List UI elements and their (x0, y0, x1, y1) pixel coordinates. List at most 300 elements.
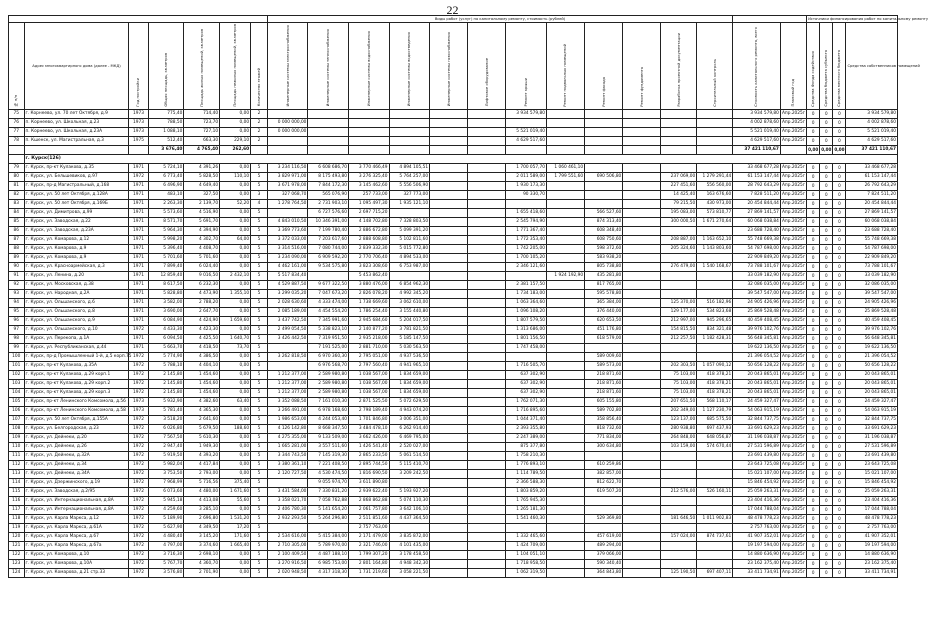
cell-fnd (623, 218, 661, 227)
cell-live: 327,50 (184, 191, 220, 200)
cell-f3: 0 (833, 128, 846, 137)
cell-plan: Апр.2025г (780, 569, 806, 578)
cell-year: 1972 (129, 542, 148, 551)
cell-own: 50 656 128,22 (846, 362, 898, 371)
cell (389, 146, 430, 155)
table-row (9, 452, 898, 461)
cell-sw: 4 937 536,50 (389, 353, 430, 362)
cell-f2: 0 (820, 425, 833, 434)
cell-f1: 0 (807, 254, 820, 263)
cell-addr: г. Курск, ул. Перекопа, д.1А (24, 335, 129, 344)
cell-total: 28 792 643,29 (733, 182, 781, 191)
cell-fnd (623, 200, 661, 209)
cell-wt: 2 871 525,50 (348, 398, 389, 407)
cell-f3: 0 (833, 542, 846, 551)
cell-own: 17 044 788,04 (846, 506, 898, 515)
cell-gas (430, 425, 468, 434)
cell-non: 0,00 (220, 434, 251, 443)
cell-proj (661, 461, 697, 470)
cell-base (546, 353, 584, 362)
cell-own: 19 622 136,50 (846, 344, 898, 353)
cell-f2: 0 (820, 308, 833, 317)
col-header: Ремонт фундамента (623, 23, 661, 110)
cell-f3: 0 (833, 308, 846, 317)
cell-live: 4 391,26 (184, 164, 220, 173)
cell-roof: 1 655 418,60 (506, 209, 547, 218)
cell-lift (468, 434, 506, 443)
cell-ctrl (697, 164, 733, 173)
cell-ht: 7 080 744,00 (308, 245, 349, 254)
cell-live: 1 454,60 (184, 371, 220, 380)
cell-n: 112 (9, 461, 25, 470)
cell-ht: 7 221 408,50 (308, 461, 349, 470)
table-row (9, 479, 898, 488)
cell-addr: г. Курск, ул. Карла Маркса, д.61А (24, 524, 129, 533)
cell-fnd (623, 524, 661, 533)
cell-own: 24 905 426,96 (846, 299, 898, 308)
cell-lift (468, 497, 506, 506)
cell-f1: 0 (807, 335, 820, 344)
cell-f1: 0 (807, 362, 820, 371)
cell-wt: 2 826 078,20 (348, 290, 389, 299)
table-header (9, 16, 928, 110)
cell-fac: 805 738,80 (585, 263, 623, 272)
cell-wt: 2 797 560,40 (348, 362, 389, 371)
cell-gas (430, 416, 468, 425)
cell-el: 2 085 189,00 (267, 308, 308, 317)
table-row (9, 182, 898, 191)
cell-own: 4 629 517,60 (846, 137, 898, 146)
cell-gas (430, 209, 468, 218)
cell-proj: 264 848,00 (661, 434, 697, 443)
table-row (9, 344, 898, 353)
cell-plan: Апр.2025г (780, 173, 806, 182)
cell-ht: 5 415 384,00 (308, 533, 349, 542)
cell-ht (308, 137, 349, 146)
cell-fnd (623, 272, 661, 281)
cell-n: 99 (9, 344, 25, 353)
cell-plan: Апр.2025г (780, 254, 806, 263)
cell-plan: Апр.2025г (780, 461, 806, 470)
cell-non: 0,00 (220, 506, 251, 515)
cell-year: 1971 (129, 317, 148, 326)
cell-lift (468, 200, 506, 209)
cell-lift (468, 290, 506, 299)
cell-ht: 2 589 980,80 (308, 389, 349, 398)
cell-f1: 0 (807, 128, 820, 137)
cell-gas (430, 272, 468, 281)
cell-f2: 0 (820, 389, 833, 398)
table-row (9, 362, 898, 371)
cell-plan: Апр.2025г (780, 137, 806, 146)
cell-base (546, 560, 584, 569)
cell (780, 146, 806, 155)
cell-year: 1971 (129, 290, 148, 299)
cell-n: 113 (9, 470, 25, 479)
cell-addr: г. Курск, ул. Заводская, д.23А (24, 227, 129, 236)
cell-f2: 0 (820, 362, 833, 371)
cell-lift (468, 389, 506, 398)
table-row (9, 335, 898, 344)
cell-live: 4 425,50 (184, 335, 220, 344)
cell-lift (468, 335, 506, 344)
cell-n: 101 (9, 362, 25, 371)
cell-non: 1 659,60 (220, 317, 251, 326)
col-header: Инженерные системы электроснабжения (267, 23, 308, 110)
cell-non: 55,60 (220, 497, 251, 506)
cell-live: 9 016,50 (184, 272, 220, 281)
cell-own: 21 396 054,52 (846, 353, 898, 362)
cell-area: 7 968,99 (148, 479, 184, 488)
table-row (9, 128, 898, 137)
cell-own: 23 162 375,40 (846, 560, 898, 569)
cell-plan: Апр.2025г (780, 335, 806, 344)
subtotal-f3: 0,00 (833, 146, 846, 155)
cell-total: 33 468 677,28 (733, 164, 781, 173)
cell-own: 4 002 878,60 (846, 119, 898, 128)
cell-ht (308, 110, 349, 119)
cell-gas (430, 290, 468, 299)
cell-roof: 2 381 157,50 (506, 281, 547, 290)
cell-f3: 0 (833, 569, 846, 578)
cell-fl: 5 (251, 317, 268, 326)
cell-f1: 0 (807, 173, 820, 182)
col-header: Средства местного бюджета (833, 23, 846, 110)
cell-total: 48 478 778,23 (733, 515, 781, 524)
cell-fl: 5 (251, 533, 268, 542)
cell-ctrl: 1 057 090,12 (697, 362, 733, 371)
cell-el (267, 479, 308, 488)
cell-gas (430, 362, 468, 371)
cell-total: 54 787 698,00 (733, 245, 781, 254)
table-row (9, 110, 898, 119)
cell-f1: 0 (807, 110, 820, 119)
cell-roof: 2 366 588,30 (506, 479, 547, 488)
cell-n: 79 (9, 164, 25, 173)
cell-roof: 1 104 051,10 (506, 551, 547, 560)
cell-sw: 5 061 514,50 (389, 452, 430, 461)
cell-live: 1 454,60 (184, 380, 220, 389)
cell-f1: 0 (807, 425, 820, 434)
cell-plan: Апр.2025г (780, 326, 806, 335)
cell-base (546, 452, 584, 461)
cell-area: 3 576,80 (148, 569, 184, 578)
cell-gas (430, 461, 468, 470)
cell-area: 5 724,10 (148, 164, 184, 173)
cell-total: 39 547 547,00 (733, 290, 781, 299)
cell-fnd (623, 515, 661, 524)
cell-proj (661, 137, 697, 146)
cell-roof: 1 062 319,50 (506, 569, 547, 578)
cell-addr: г. Курск, ул. Комарова, д.10 (24, 551, 129, 560)
cell-non: 229,10 (220, 137, 251, 146)
cell-wt: 3 662 426,00 (348, 434, 389, 443)
cell-el (267, 137, 308, 146)
cell-lift (468, 137, 506, 146)
cell-ht: 9 534 575,80 (308, 263, 349, 272)
cell-lift (468, 119, 506, 128)
cell-sw: 6 469 795,00 (389, 434, 430, 443)
cell-non: 17,20 (220, 524, 251, 533)
cell-fnd (623, 506, 661, 515)
cell-non: 0,00 (220, 281, 251, 290)
cell-f1: 0 (807, 227, 820, 236)
cell-lift (468, 209, 506, 218)
cell-base (546, 335, 584, 344)
table-row (9, 263, 898, 272)
cell-plan: Апр.2025г (780, 443, 806, 452)
cell-ht: 2 731 903,10 (308, 200, 349, 209)
cell-f1: 0 (807, 470, 820, 479)
cell-gas (430, 407, 468, 416)
cell-lift (468, 236, 506, 245)
cell-ctrl (697, 461, 733, 470)
cell-n: 107 (9, 416, 25, 425)
cell-f1: 0 (807, 281, 820, 290)
cell-total: 27 531 596,89 (733, 443, 781, 452)
cell-gas (430, 227, 468, 236)
cell-base (546, 254, 584, 263)
cell-f2: 0 (820, 335, 833, 344)
cell-fl: 5 (251, 434, 268, 443)
col-header-owners: Средства собственников помещений (846, 23, 898, 110)
cell-area: 5 781,40 (148, 407, 184, 416)
cell-live: 4 417,84 (184, 461, 220, 470)
cell-roof: 1 114 789,50 (506, 470, 547, 479)
cell-area: 775,40 (148, 110, 184, 119)
cell-f3: 0 (833, 443, 846, 452)
cell-year: 1973 (129, 128, 148, 137)
cell-fnd (623, 326, 661, 335)
cell-proj: 75 103,00 (661, 371, 697, 380)
cell-f1: 0 (807, 542, 820, 551)
cell-own: 25 869 528,48 (846, 308, 898, 317)
cell-el: 3 358 021,70 (267, 497, 308, 506)
cell-addr: г. Курск, ул. Комарова, д.21 стр.33 (24, 569, 129, 578)
cell-plan: Апр.2025г (780, 371, 806, 380)
cell-plan: Апр.2025г (780, 425, 806, 434)
cell-base (546, 416, 584, 425)
cell-roof: 1 716 895,60 (506, 407, 547, 416)
cell-non: 0,00 (220, 308, 251, 317)
cell-total: 20 043 865,01 (733, 380, 781, 389)
cell-ctrl: 568 110,17 (697, 398, 733, 407)
cell (267, 146, 308, 155)
cell-year: 1973 (129, 407, 148, 416)
cell-own: 23 404 416,36 (846, 497, 898, 506)
table-row (9, 425, 898, 434)
cell-non: 1 355,10 (220, 290, 251, 299)
cell-addr: г. Корнеево, ул. 70 лет Октября, д.9 (24, 110, 129, 119)
cell-live: 3 374,60 (184, 542, 220, 551)
cell-f1: 0 (807, 353, 820, 362)
cell-el: 3 299 035,20 (267, 290, 308, 299)
cell-fac: 771 834,00 (585, 434, 623, 443)
cell-ht: 6 727 576,60 (308, 209, 349, 218)
cell-year: 1972 (129, 452, 148, 461)
cell-f1: 0 (807, 569, 820, 578)
cell-addr: г. Курск, пр-кт Кулакова, д.35 (24, 164, 129, 173)
cell-live: 1 949,30 (184, 443, 220, 452)
cell-non: 0,00 (220, 326, 251, 335)
cell-own: 55 748 669,38 (846, 236, 898, 245)
cell-n: 108 (9, 425, 25, 434)
cell-n: 89 (9, 254, 25, 263)
cell-gas (430, 317, 468, 326)
cell-lift (468, 407, 506, 416)
table-row (9, 434, 898, 443)
cell-non: 0,00 (220, 218, 251, 227)
cell-own: 27 531 596,89 (846, 443, 898, 452)
cell-proj: 237 069,00 (661, 173, 697, 182)
cell-ctrl: 534 823,68 (697, 308, 733, 317)
cell-own: 7 824 511,20 (846, 191, 898, 200)
cell-own: 19 197 594,00 (846, 542, 898, 551)
cell-fl: 5 (251, 272, 268, 281)
cell-roof (506, 353, 547, 362)
cell-lift (468, 353, 506, 362)
cell-addr: п. Кшенск, ул. Магистральная, д.3 (24, 137, 129, 146)
cell-base (546, 389, 584, 398)
cell-addr: г. Курск, ул. Карла Маркса, д.67а (24, 542, 129, 551)
cell-sw: 5 193 927,20 (389, 488, 430, 497)
cell-base (546, 524, 584, 533)
cell-own: 33 039 182,90 (846, 272, 898, 281)
cell-ht: 565 076,90 (308, 191, 349, 200)
cell-own: 32 844 737,75 (846, 416, 898, 425)
cell-plan: Апр.2025г (780, 434, 806, 443)
cell-base: 1 924 192,90 (546, 272, 584, 281)
cell-addr: г. Курск, ул. Бельшевиков, д.97 (24, 173, 129, 182)
cell-fnd (623, 164, 661, 173)
cell-fnd (623, 353, 661, 362)
cell-f3: 0 (833, 362, 846, 371)
cell-total: 20 043 865,01 (733, 389, 781, 398)
cell-ht: 6 985 753,00 (308, 560, 349, 569)
cell-f3: 0 (833, 515, 846, 524)
cell-area: 8 617,50 (148, 281, 184, 290)
cell-wt: 1 426 541,40 (348, 443, 389, 452)
table-row (9, 254, 898, 263)
cell-f2: 0 (820, 524, 833, 533)
cell-year: 1972 (129, 506, 148, 515)
cell-own: 56 648 345,81 (846, 335, 898, 344)
cell-fl: 3 (251, 191, 268, 200)
cell-lift (468, 128, 506, 137)
cell-non: 0,00 (220, 353, 251, 362)
cell-wt: 1 038 567,00 (348, 389, 389, 398)
cell-sw: 5 074 110,30 (389, 497, 430, 506)
cell-base (546, 200, 584, 209)
cell-lift (468, 191, 506, 200)
cell-f2: 0 (820, 443, 833, 452)
cell-fl: 5 (251, 470, 268, 479)
cell-total: 23 643 725,08 (733, 461, 781, 470)
cell-plan: Апр.2025г (780, 344, 806, 353)
cell-fnd (623, 560, 661, 569)
cell-ctrl: 1 011 902,83 (697, 515, 733, 524)
cell-roof: 1 776 893,10 (506, 461, 547, 470)
cell-f3: 0 (833, 407, 846, 416)
cell-base (546, 236, 584, 245)
cell-plan: Апр.2025г (780, 497, 806, 506)
cell-year: 1971 (129, 164, 148, 173)
cell-sw: 1 834 659,00 (389, 380, 430, 389)
cell-el: 4 126 142,80 (267, 425, 308, 434)
cell-roof: 1 332 465,60 (506, 533, 547, 542)
cell-addr: г. Курск, ул. Ленина, д.20 (24, 272, 129, 281)
cell-proj: 276 479,00 (661, 263, 697, 272)
col-header: Ремонт крыши (506, 23, 547, 110)
cell-base (546, 425, 584, 434)
cell-fac (585, 164, 623, 173)
cell-fl: 4 (251, 200, 268, 209)
cell-area: 2 263,30 (148, 200, 184, 209)
cell-fnd (623, 263, 661, 272)
cell-live: 714,40 (184, 110, 220, 119)
cell-el: 327 068,70 (267, 191, 308, 200)
cell-ctrl: 834 321,48 (697, 326, 733, 335)
table-row (9, 515, 898, 524)
cell-ctrl (697, 227, 733, 236)
cell-base (546, 209, 584, 218)
cell-ctrl: 1 671 270,64 (697, 218, 733, 227)
cell-non: 73,70 (220, 344, 251, 353)
cell-base (546, 398, 584, 407)
cell-f2: 0 (820, 290, 833, 299)
cell-live: 4 413,08 (184, 497, 220, 506)
cell-fnd (623, 182, 661, 191)
cell-non: 0,00 (220, 389, 251, 398)
cell-gas (430, 398, 468, 407)
cell-addr: г. Курск, ул. Красноармейская, д.3 (24, 263, 129, 272)
cell-f3: 0 (833, 380, 846, 389)
cell-roof: 1 424 709,00 (506, 542, 547, 551)
cell-live: 4 360,70 (184, 560, 220, 569)
cell-el: 2 932 293,50 (267, 515, 308, 524)
cell-fac: 618 579,00 (585, 335, 623, 344)
cell-fnd (623, 137, 661, 146)
cell-fac: 435 281,80 (585, 272, 623, 281)
cell-sw: 327 773,00 (389, 191, 430, 200)
cell-n: 81 (9, 182, 25, 191)
cell-f2: 0 (820, 209, 833, 218)
cell-f1: 0 (807, 506, 820, 515)
cell-fac: 365 384,00 (585, 299, 623, 308)
cell-gas (430, 191, 468, 200)
cell-lift (468, 308, 506, 317)
cell-addr: г. Курск, ул. Республиканская, д.44 (24, 344, 129, 353)
cell-year: 1971 (129, 182, 148, 191)
col-header: Средства бюджета субъекта (820, 23, 833, 110)
cell-fl: 5 (251, 488, 268, 497)
cell-roof: 4 629 517,60 (506, 137, 547, 146)
cell-lift (468, 542, 506, 551)
cell-sw: 5 764 257,00 (389, 173, 430, 182)
col-header-address: Адрес многоквартирного дома (далее - МКД) (24, 23, 129, 110)
cell-n: 88 (9, 245, 25, 254)
cell-ctrl: 1 163 652,10 (697, 236, 733, 245)
cell-plan: Апр.2025г (780, 470, 806, 479)
cell-fl: 5 (251, 245, 268, 254)
cell-f2: 0 (820, 299, 833, 308)
cell-el: 3 829 971,00 (267, 173, 308, 182)
cell-fl: 5 (251, 569, 268, 578)
cell-fnd (623, 110, 661, 119)
cell-sw: 3 006 351,00 (389, 416, 430, 425)
cell-year: 1972 (129, 488, 148, 497)
cell-roof: 1 742 205,00 (506, 245, 547, 254)
